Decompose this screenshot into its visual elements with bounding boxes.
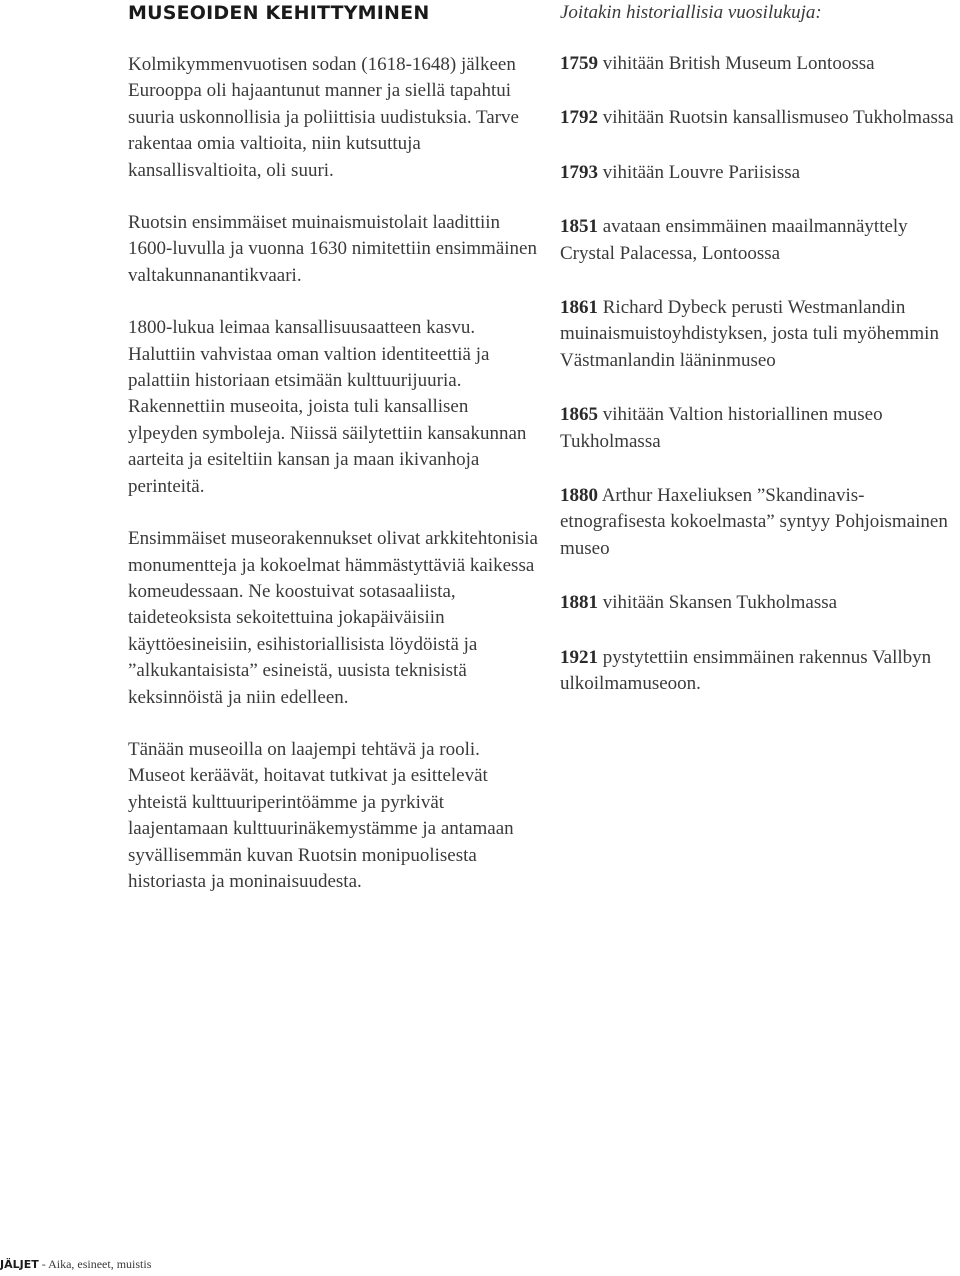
timeline-year: 1880 — [560, 485, 598, 507]
timeline-entry — [560, 590, 960, 616]
timeline-entry — [560, 51, 960, 77]
paragraph-antiquities-laws: Ruotsin ensimmäiset muinaismuistolait laadittiin 1600-luvulla ja vuonna 1630 nimitettiin ensimmäinen valtakunnanantikvaari. — [128, 212, 537, 286]
timeline-text: vihitään Skansen Tukholmassa — [602, 592, 838, 614]
timeline-year: 1792 — [560, 107, 598, 129]
timeline-year: 1921 — [560, 646, 598, 668]
timeline-entry — [560, 105, 960, 131]
page-footer — [0, 1257, 151, 1272]
timeline-text: vihitään British Museum Lontoossa — [602, 53, 875, 74]
timeline-entry — [560, 483, 960, 562]
timeline-text: Arthur Haxeliuksen ”Skandinavis-etnografisesta kokoelmasta” syntyy Pohjoismainen museo — [560, 485, 948, 559]
page-heading: MUSEOIDEN KEHITTYMINEN — [128, 2, 430, 24]
timeline-text: vihitään Louvre Pariisissa — [602, 161, 801, 183]
timeline-entry — [560, 402, 960, 455]
main-text-column — [128, 52, 538, 921]
paragraph-museums-today: Tänään museoilla on laajempi tehtävä ja rooli. Museot keräävät, hoitavat tutkivat ja esittelevät yhteistä kulttuuriperintöämme ja pyrkivät laajentamaan kulttuurinäkemystämme ja antamaan syvällisemmän kuvan Ruotsin monipuolisesta historiasta ja moninaisuudesta. — [128, 738, 514, 892]
paragraph-first-museum-buildings: Ensimmäiset museorakennukset olivat arkkitehtonisia monumentteja ja kokoelmat hämmästyttäviä kaikessa komeudessaan. Ne koostuivat sotasaaliista, taideteoksista sekoitettuina jokapäiväisiin käyttöesineisiin, esihistoriallisista löydöistä ja ”alkukantaisista” esineistä, uusista teknisistä keksinnöistä ja niin edelleen. — [128, 528, 538, 708]
timeline-text: pystytettiin ensimmäinen rakennus Vallbyn ulkoilmamuseoon. — [560, 646, 932, 695]
paragraph-thirty-years-war: Kolmikymmenvuotisen sodan (1618-1648) jälkeen Eurooppa oli hajaantunut manner ja siellä tapahtui suuria uskonnollisia ja poliittisia uudistuksia. Tarve rakentaa omia valtioita, niin kutsuttuja kansallisvaltioita, oli suuri. — [128, 54, 519, 181]
timeline-column — [560, 0, 960, 726]
timeline-text: avataan ensimmäinen maailmannäyttely Crystal Palacessa, Lontoossa — [560, 216, 908, 264]
timeline-text: vihitään Valtion historiallinen museo Tukholmassa — [560, 404, 883, 452]
timeline-entry — [560, 214, 960, 267]
timeline-text: Richard Dybeck perusti Westmanlandin muinaismuistoyhdistyksen, josta tuli myöhemmin Västmanlandin lääninmuseo — [560, 297, 939, 371]
footer-brand: JÄLJET — [0, 1258, 39, 1271]
timeline-title: Joitakin historiallisia vuosilukuja: — [560, 2, 822, 23]
timeline-list — [560, 51, 960, 698]
timeline-year: 1759 — [560, 53, 598, 74]
timeline-entry — [560, 295, 960, 374]
timeline-year: 1851 — [560, 216, 598, 238]
footer-text: - Aika, esineet, muistis — [38, 1257, 152, 1271]
timeline-year: 1881 — [560, 592, 598, 614]
timeline-text: vihitään Ruotsin kansallismuseo Tukholmassa — [602, 107, 954, 129]
timeline-entry — [560, 160, 960, 186]
timeline-year: 1865 — [560, 404, 598, 426]
timeline-year: 1861 — [560, 297, 598, 319]
paragraph-nationalism: 1800-lukua leimaa kansallisuusaatteen kasvu. Haluttiin vahvistaa oman valtion identiteettiä ja palattiin historiaan etsimään kulttuurijuuria. Rakennettiin museoita, joista tuli kansallisen ylpeyden symboleja. Niissä säilytettiin kansakunnan aarteita ja esiteltiin kansan ja maan ikivanhoja perinteitä. — [128, 317, 527, 497]
timeline-year: 1793 — [560, 161, 598, 183]
timeline-entry — [560, 645, 960, 698]
